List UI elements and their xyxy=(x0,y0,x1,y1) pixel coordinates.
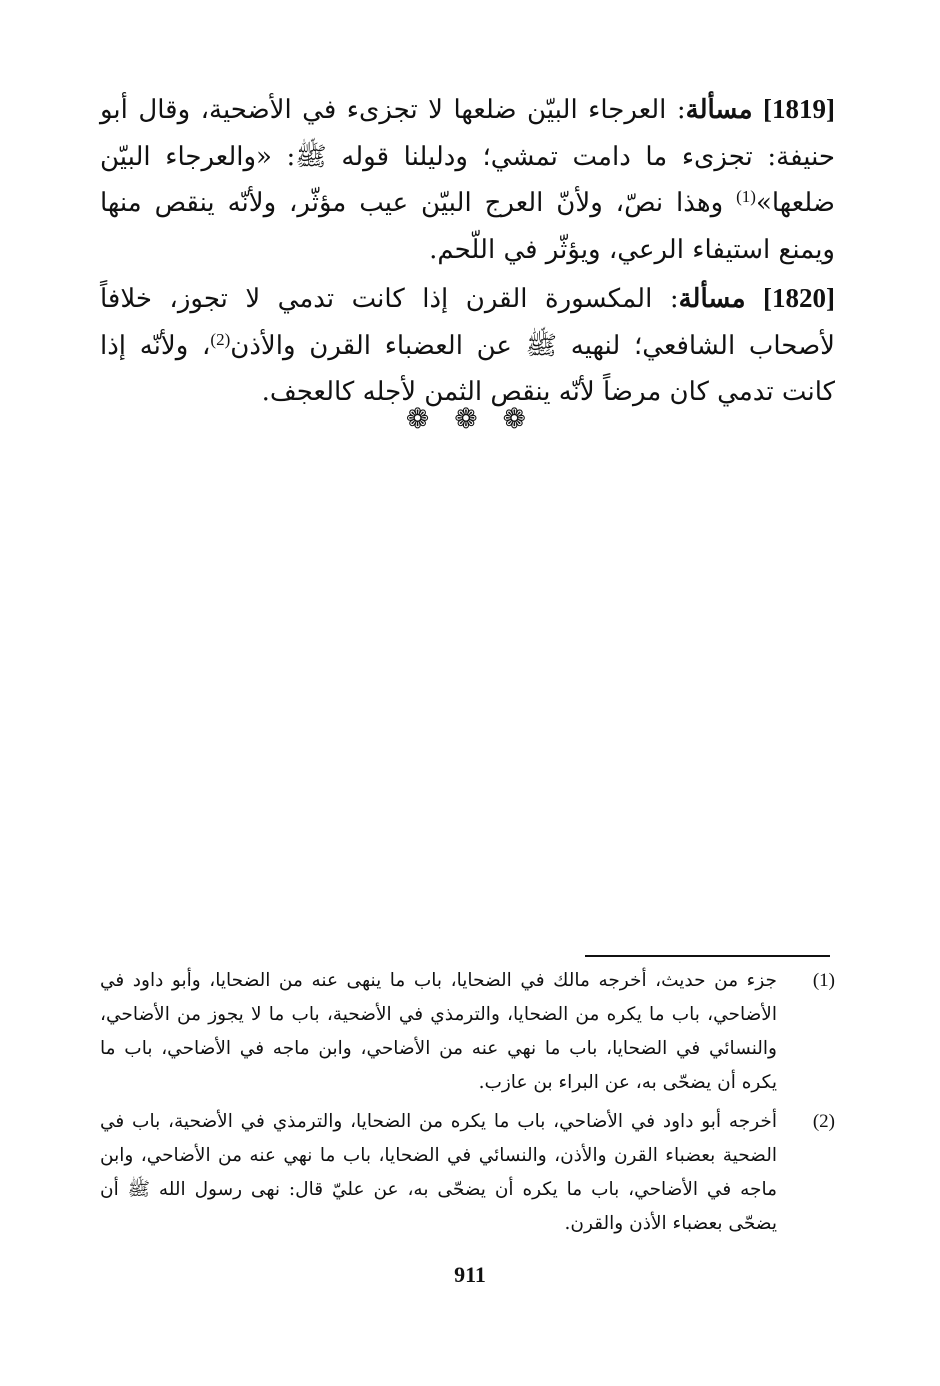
issue-label: مسألة xyxy=(685,95,753,125)
footnote-2 xyxy=(100,1105,835,1241)
footnote-text: أخرجه أبو داود في الأضاحي، باب ما يكره من الضحايا، والترمذي في الأضحية، باب في الضحية بعضباء القرن والأذن، والنسائي في الضحايا، باب ما نهي عنه من الأضاحي، وابن ماجه في الأضاحي، باب ما يكره أن يضحّى به، عن عليّ قال: نهى رسول الله ﷺ أن يضحّى بعضباء الأذن والقرن. xyxy=(100,1111,777,1234)
footnotes-section xyxy=(100,964,835,1241)
issue-number: [1819] xyxy=(763,94,835,124)
issue-text-continued: وهذا نصّ، ولأنّ العرج البيّن عيب مؤثّر، ولأنّه ينقص منها ويمنع استيفاء الرعي، ويؤثّر في اللّحم. xyxy=(100,188,835,265)
main-text xyxy=(100,86,835,416)
section-ornament-divider: ❁ ❁ ❁ xyxy=(405,402,535,435)
issue-text-continued: ، ولأنّه إذا كانت تدمي كان مرضاً لأنّه ينقص الثمن لأجله كالعجف. xyxy=(100,330,835,407)
issue-text: : المكسورة القرن إذا كانت تدمي لا تجوز، خلافاً لأصحاب الشافعي؛ لنهيه ﷺ عن العضباء القرن والأذن xyxy=(100,284,835,361)
issue-text: : العرجاء البيّن ضلعها لا تجزىء في الأضحية، وقال أبو حنيفة: تجزىء ما دامت تمشي؛ ودليلنا قوله ﷺ: «والعرجاء البيّن ضلعها» xyxy=(100,95,835,218)
page-number: 911 xyxy=(454,1262,486,1287)
footnote-1 xyxy=(100,964,835,1100)
footnote-text: جزء من حديث، أخرجه مالك في الضحايا، باب ما ينهى عنه من الضحايا، وأبو داود في الأضاحي، باب ما يكره من الضحايا، والترمذي في الأضحية، باب ما لا يجوز من الأضاحي، والنسائي في الضحايا، باب ما نهي عنه من الأضاحي، وابن ماجه في الأضاحي، باب ما يكره أن يضحّى به، عن البراء بن عازب. xyxy=(100,970,777,1093)
footnote-number: (1) xyxy=(812,970,835,991)
issue-1819-paragraph xyxy=(100,86,835,273)
issue-label: مسألة xyxy=(678,284,746,314)
issue-1820-paragraph xyxy=(100,275,835,416)
footnote-separator-line xyxy=(585,955,830,957)
footnote-reference: (2) xyxy=(210,329,231,349)
issue-number: [1820] xyxy=(763,283,836,313)
footnote-number: (2) xyxy=(812,1111,835,1132)
footnote-reference: (1) xyxy=(736,187,756,206)
